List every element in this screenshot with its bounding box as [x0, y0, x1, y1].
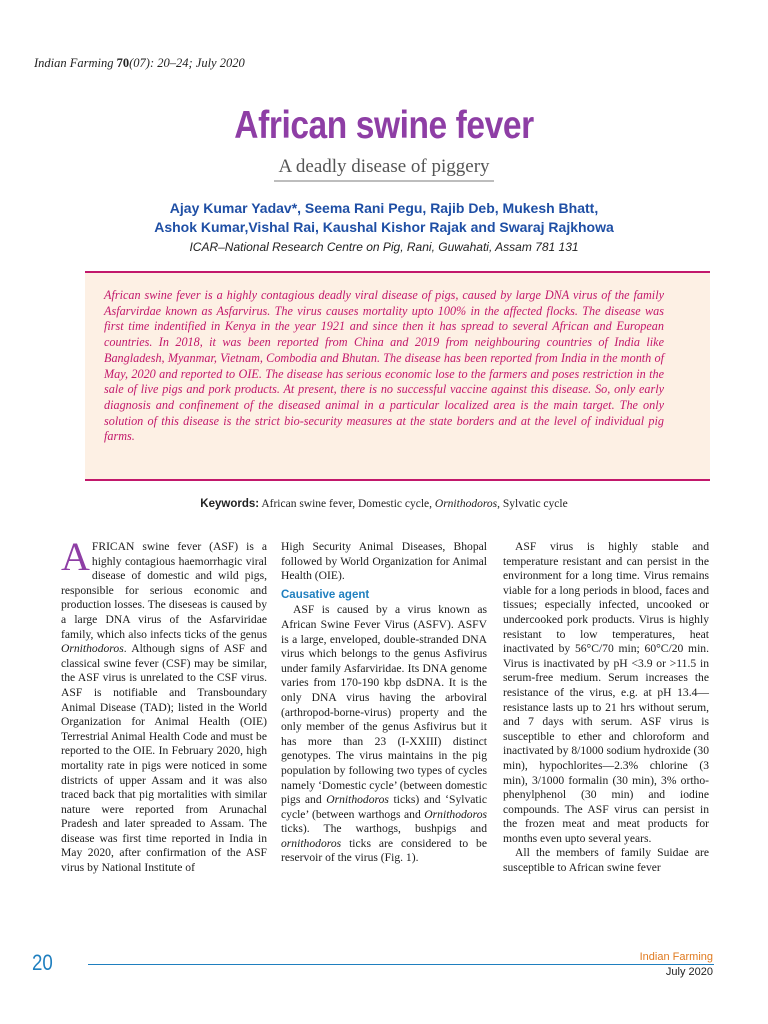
page-number: 20 — [32, 950, 53, 975]
author-line-1: Ajay Kumar Yadav*, Seema Rani Pegu, Rajib Deb, Mukesh Bhatt, — [169, 200, 599, 216]
causative-italic-2: Ornithodoros — [424, 807, 487, 821]
citation-volume: 70 — [116, 56, 130, 70]
article-subtitle: A deadly disease of piggery — [274, 156, 493, 182]
footer-journal: Indian Farming — [639, 951, 713, 963]
citation — [34, 56, 245, 71]
body-column-3 — [503, 540, 709, 876]
author-line-2: Ashok Kumar,Vishal Rai, Kaushal Kishor Rajak and Swaraj Rajkhowa — [154, 219, 614, 235]
col2-paragraph-1: High Security Animal Diseases, Bhopal followed by World Organization for Animal Health (OIE). — [281, 540, 487, 583]
intro-text-1: FRICAN swine fever (ASF) is a highly contagious haemorrhagic viral disease of domestic and wild pigs, responsible for serious economic and production losses. The diseseas is caused by a large DNA virus of the Asfarviridae family, which also infects ticks of the genus — [61, 540, 267, 641]
causative-text-c: ticks). The warthogs, bushpigs and — [281, 822, 487, 836]
author-list — [60, 199, 708, 237]
causative-italic-3: ornithodoros — [281, 836, 342, 850]
citation-journal: Indian Farming — [34, 56, 114, 70]
body-column-2 — [281, 540, 487, 866]
abstract-bottom-rule — [85, 479, 710, 481]
affiliation: ICAR–National Research Centre on Pig, Rani, Guwahati, Assam 781 131 — [189, 240, 579, 254]
keywords — [0, 498, 768, 510]
keywords-italic: Ornithodoros — [434, 498, 498, 510]
footer-date: July 2020 — [665, 966, 713, 978]
abstract-text: African swine fever is a highly contagious deadly viral disease of pigs, caused by large DNA virus of the family Asfarvirdae known as Asfarvirus. The virus causes mortality upto 100% in the affected flocks. The disease was first time indentified in Kenya in the year 1921 and since then it has spread to several African and European countries. In 2018, it was been reported from China and 2019 from neighbouring countries of India like Bangladesh, Myanmar, Vietnam, Combodia and Bhutan. The disease has been reported from India in the month of May, 2020 and reported to OIE. The disease has serious economic lose to the farmers and poses restriction in the sale of live pigs and pork products. At present, there is no successful vaccine against this disease. So, only early diagnosis and confinement of the diseased animal in a particular localized area is the main target. The only solution of this disease is the strict bio-security measures at the state borders and at the level of individual pig farms. — [104, 288, 664, 444]
section-heading-causative-agent: Causative agent — [281, 588, 370, 601]
footer-rule — [88, 964, 714, 965]
causative-text-b: ticks) and ‘Sylvatic cycle’ (between warthogs and — [281, 793, 487, 821]
intro-italic: Ornithodoros — [61, 642, 124, 656]
causative-text-a: ASF is caused by a virus known as African Swine Fever Virus (ASFV). ASFV is a large, enveloped, double-stranded DNA virus which belongs to the genus Asfivirus under family Asfarviridae. Its DNA genome varies from 170-190 kbp dsDNA. It is the only DNA virus having the arboviral (arthropod-borne-virus) property and the only member of the genus Asfivirus but it has more than 23 (I-XXIII) distinct genotypes. The virus maintains in the pig population by following two types of cycles namely ‘Domestic cycle’ (between domestic pigs and — [281, 603, 487, 807]
keywords-text-1: African swine fever, Domestic cycle, — [261, 498, 433, 510]
article-subtitle-wrap — [0, 156, 768, 182]
causative-text-d: ticks are considered to be reservoir of the virus (Fig. 1). — [281, 836, 488, 865]
intro-paragraph — [61, 534, 267, 876]
drop-cap: A — [61, 534, 90, 579]
causative-italic-1: Ornithodoros — [326, 793, 389, 807]
citation-details: (07): 20–24; July 2020 — [129, 56, 245, 70]
col3-paragraph-2: All the members of family Suidae are susceptible to African swine fever — [503, 846, 709, 875]
abstract-top-rule — [85, 271, 710, 273]
col2-paragraph-2 — [281, 603, 487, 866]
article-title: African swine fever — [234, 104, 534, 147]
body-column-1 — [61, 534, 267, 876]
keywords-label: Keywords: — [200, 498, 260, 510]
keywords-text-2: , Sylvatic cycle — [497, 498, 568, 510]
col3-paragraph-1: ASF virus is highly stable and temperature resistant and can persist in the environment for a long time. Virus remains viable for a long periods in blood, faces and tissues; especially infected, uncooked or undercooked pork products. Virus is highly resistant to low temperatures, heat inactivated by 56°C/70 min; 60°C/20 min. Virus is inactivated by pH <3.9 or >11.5 in serum-free medium. Serum increases the resistance of the virus, e.g. at pH 13.4—resistance lasts up to 21 hrs without serum, and 7 days with serum. ASF virus is susceptible to ether and chloroform and inactivated by 8/1000 sodium hydroxide (30 min), hypochlorites—2.3% chlorine (3 min), 3/1000 formalin (30 min), 3% ortho-phenylphenol (30 min) and iodine compounds. The ASF virus can persist in the frozen meat and meat products for months even upto several years. — [503, 540, 709, 845]
intro-text-2: . Although signs of ASF and classical swine fever (CSF) may be similar, the ASF virus is unrelated to the CSF virus. ASF is notifiable and Transboundary Animal Disease (TAD); listed in the World Organization for Animal Health (OIE) Terrestrial Animal Health Code and must be reported to the OIE. In February 2020, high mortality rate in pigs were noticed in some districts of upper Assam and it was also traced back that pig mortalities with similar nature were reported from Arunachal Pradesh and later spreaded to Assam. The disease was first time reported in India in May 2020, after confirmation of the ASF virus by National Institute of — [61, 642, 267, 875]
